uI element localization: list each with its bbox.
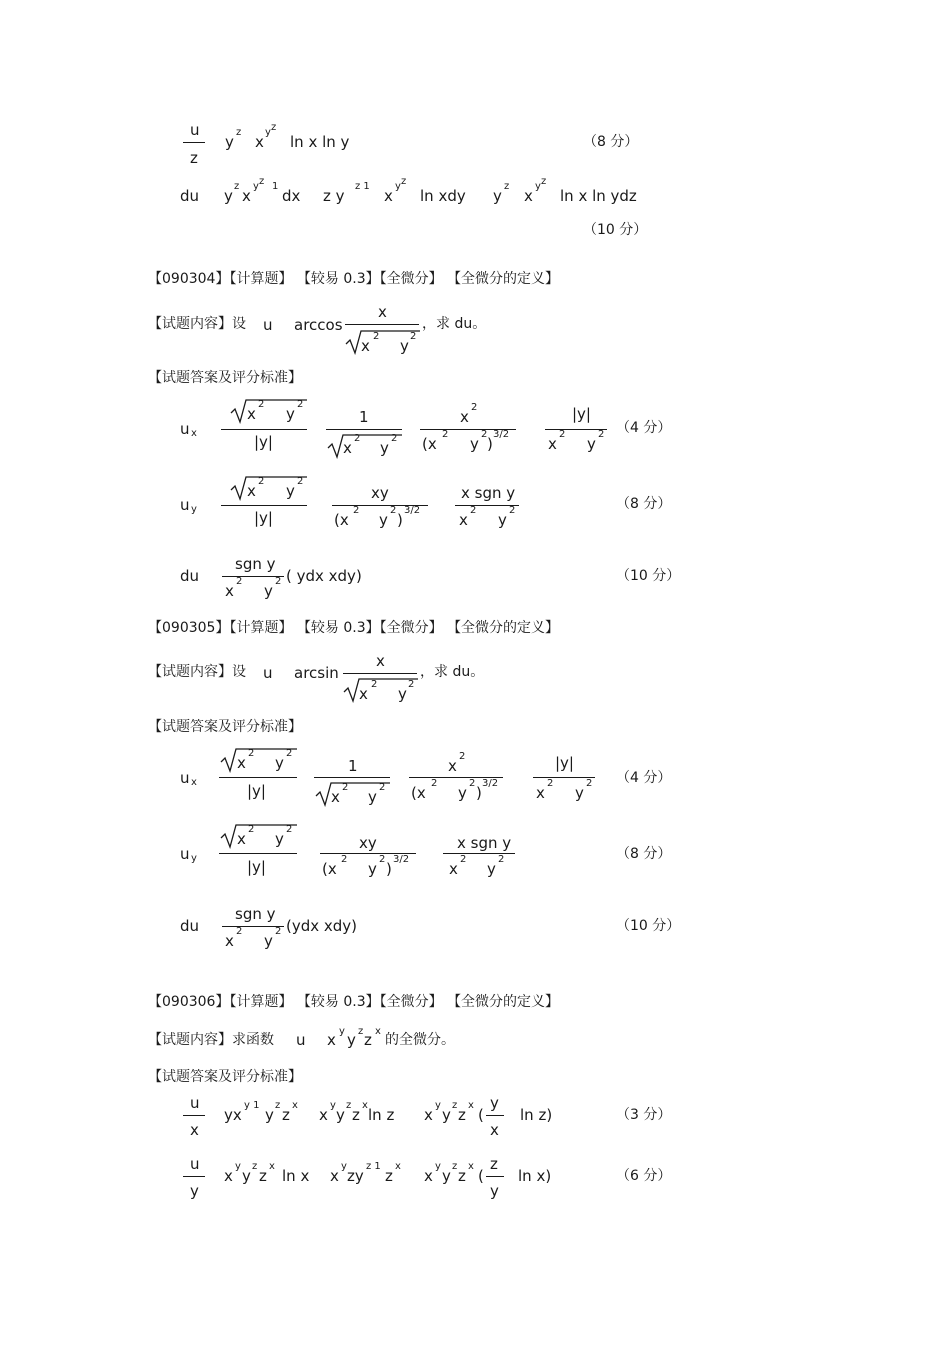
score: （8 分） xyxy=(616,846,672,862)
score: （6 分） xyxy=(616,1168,672,1184)
score: （10 分） xyxy=(616,918,681,934)
score: （3 分） xyxy=(616,1107,672,1123)
lhs-num: u xyxy=(190,121,200,139)
lhs-den: z xyxy=(190,149,198,167)
answer-label: 【试题答案及评分标准】 xyxy=(148,719,302,735)
score: （8 分） xyxy=(616,496,672,512)
score: （8 分） xyxy=(583,134,639,150)
answer-label: 【试题答案及评分标准】 xyxy=(148,370,302,386)
score: （4 分） xyxy=(616,770,672,786)
score: （4 分） xyxy=(616,420,672,436)
question-header: 【090306】【计算题】 【较易 0.3】【全微分】 【全微分的定义】 xyxy=(148,994,560,1010)
score: （10 分） xyxy=(583,222,648,238)
question-header: 【090305】【计算题】 【较易 0.3】【全微分】 【全微分的定义】 xyxy=(148,620,560,636)
answer-label: 【试题答案及评分标准】 xyxy=(148,1069,302,1085)
score: （10 分） xyxy=(616,568,681,584)
question-header: 【090304】【计算题】 【较易 0.3】【全微分】 【全微分的定义】 xyxy=(148,271,560,287)
